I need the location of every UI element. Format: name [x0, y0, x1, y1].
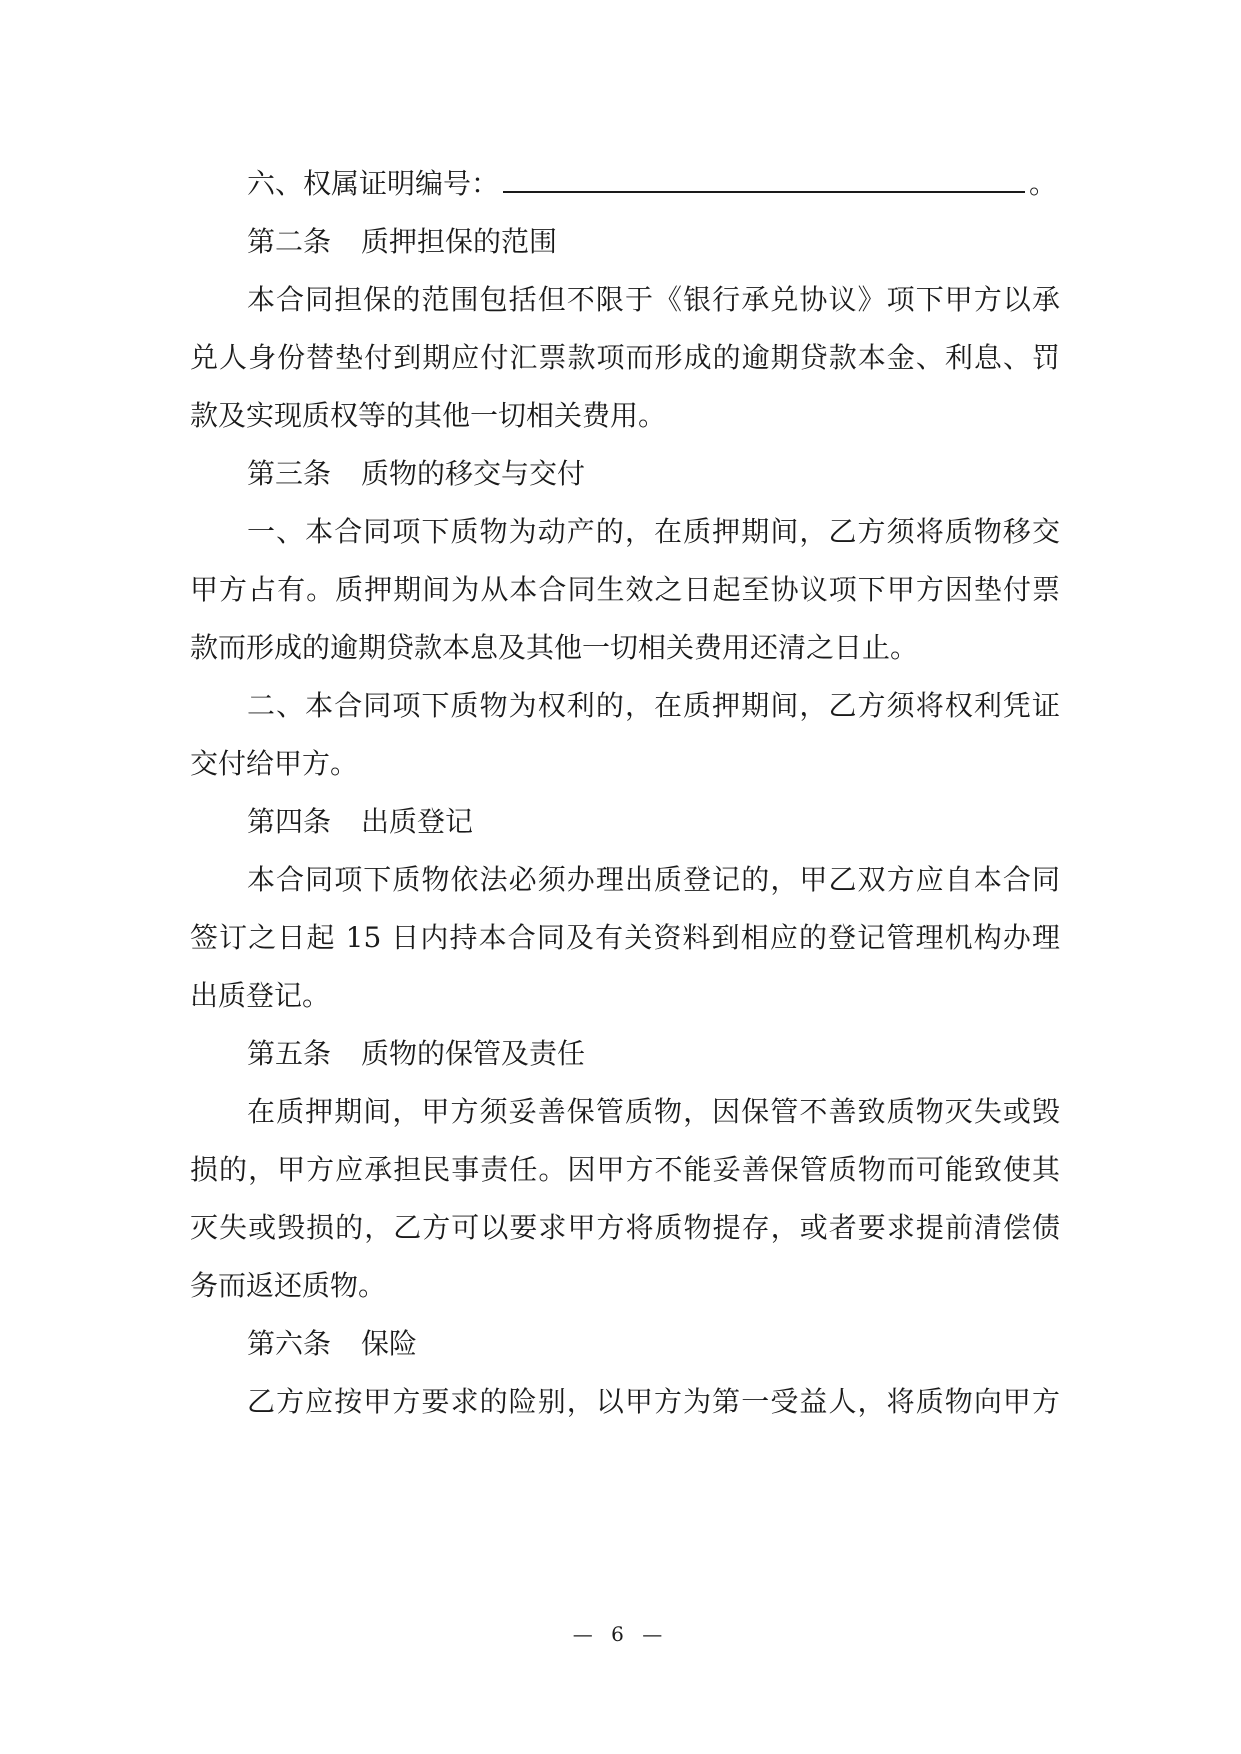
- article-4-line-3: 出质登记。: [190, 979, 331, 1012]
- article-5-title: 质物的保管及责任: [361, 1037, 586, 1070]
- article-5-number: 第五条: [247, 1037, 332, 1070]
- article-2-line-1: 本合同担保的范围包括但不限于《银行承兑协议》项下甲方以承: [247, 283, 1060, 316]
- article-5-line-1: 在质押期间，甲方须妥善保管质物，因保管不善致质物灭失或毁: [247, 1095, 1060, 1128]
- article-4-heading: [247, 802, 473, 842]
- article-6-heading: [247, 1324, 417, 1364]
- page-number: — 6 —: [572, 1622, 669, 1646]
- article-4-number: 第四条: [247, 805, 332, 838]
- article-3-para-1-line-2: 甲方占有。质押期间为从本合同生效之日起至协议项下甲方因垫付票: [190, 573, 1060, 606]
- article-3-para-1-line-1: 一、本合同项下质物为动产的，在质押期间，乙方须将质物移交: [247, 515, 1060, 548]
- article-2-number: 第二条: [247, 225, 332, 258]
- article-5-line-4: 务而返还质物。: [190, 1269, 387, 1302]
- article-6-title: 保险: [361, 1327, 418, 1360]
- article-3-para-1-line-3: 款而形成的逾期贷款本息及其他一切相关费用还清之日止。: [190, 631, 919, 664]
- article-3-para-2-line-1: 二、本合同项下质物为权利的，在质押期间，乙方须将权利凭证: [247, 689, 1060, 722]
- article-2-heading: [247, 222, 557, 262]
- article-3-title: 质物的移交与交付: [361, 457, 586, 490]
- article-5-heading: [247, 1034, 585, 1074]
- ownership-cert-blank: [503, 165, 1025, 193]
- article-2-line-2: 兑人身份替垫付到期应付汇票款项而形成的逾期贷款本金、利息、罚: [190, 341, 1060, 374]
- article-4-title: 出质登记: [361, 805, 474, 838]
- article-3-para-2-line-2: 交付给甲方。: [190, 747, 359, 780]
- article-3-number: 第三条: [247, 457, 332, 490]
- article-5-line-2: 损的，甲方应承担民事责任。因甲方不能妥善保管质物而可能致使其: [190, 1153, 1060, 1186]
- article-6-line-1: 乙方应按甲方要求的险别，以甲方为第一受益人，将质物向甲方: [247, 1385, 1060, 1418]
- article-3-heading: [247, 454, 585, 494]
- article-6-number: 第六条: [247, 1327, 332, 1360]
- article-4-line-2: 签订之日起 15 日内持本合同及有关资料到相应的登记管理机构办理: [190, 921, 1060, 954]
- article-4-line-1: 本合同项下质物依法必须办理出质登记的，甲乙双方应自本合同: [247, 863, 1060, 896]
- ownership-cert-number-line: [247, 164, 1057, 204]
- ownership-cert-end: 。: [1029, 167, 1058, 200]
- article-2-title: 质押担保的范围: [361, 225, 558, 258]
- article-2-line-3: 款及实现质权等的其他一切相关费用。: [190, 399, 667, 432]
- article-5-line-3: 灭失或毁损的，乙方可以要求甲方将质物提存，或者要求提前清偿债: [190, 1211, 1060, 1244]
- ownership-cert-label: 六、权属证明编号：: [247, 167, 500, 200]
